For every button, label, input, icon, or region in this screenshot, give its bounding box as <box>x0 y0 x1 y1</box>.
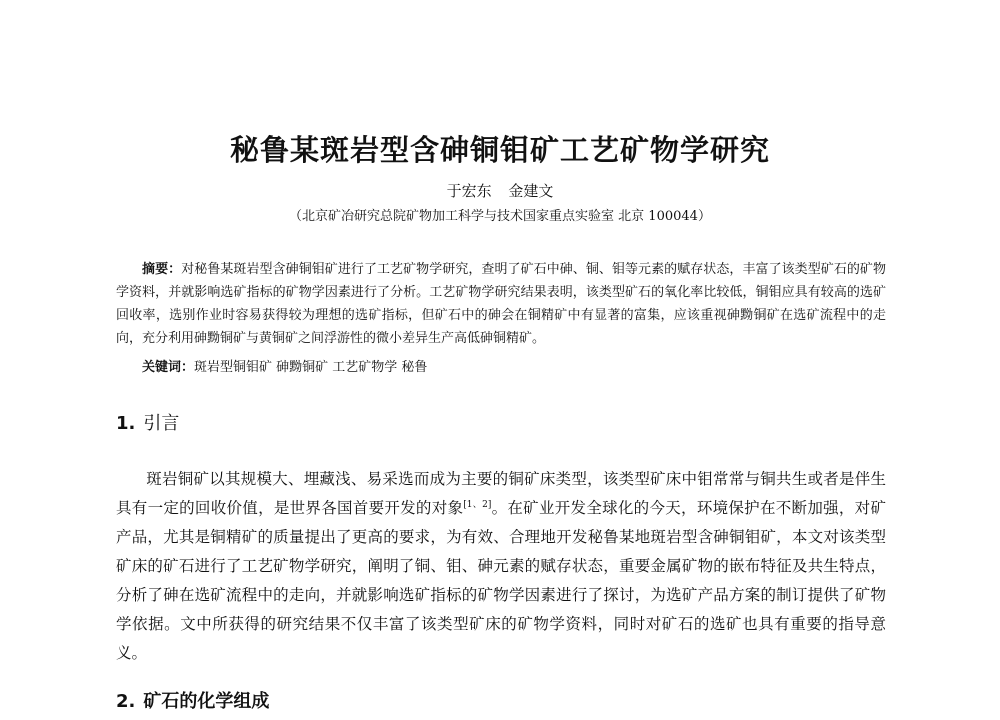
section-title: 矿石的化学组成 <box>143 691 270 712</box>
paper-authors: 于宏东 金建文 <box>446 182 554 200</box>
keywords-text: 斑岩型铜钼矿 砷黝铜矿 工艺矿物学 秘鲁 <box>194 360 428 375</box>
paper-affiliation: （北京矿冶研究总院矿物加工科学与技术国家重点实验室 北京 100044） <box>289 209 711 224</box>
intro-text-part1: 斑岩铜矿以其规模大、埋藏浅、易采选而成为主要的铜矿床类型，该类型矿床中钼常常与铜共生或者是伴生具有一定的回收价值，是世界各国首要开发的对象 <box>116 470 886 517</box>
abstract-label: 摘要： <box>142 262 182 277</box>
section-number: 1. <box>116 413 136 434</box>
section-title: 引言 <box>143 413 180 434</box>
intro-text-part2: 。在矿业开发全球化的今天，环境保护在不断加强，对矿产品，尤其是铜精矿的质量提出了更高的要求，为有效、合理地开发秘鲁某地斑岩型含砷铜钼矿，本文对该类型矿床的矿石进行了工艺矿物学研究，阐明了铜、钼、砷元素的赋存状态，重要金属矿物的嵌布特征及共生特点，分析了砷在选矿流程中的走向，并就影响选矿指标的矿物学因素进行了探讨，为选矿产品方案的制订提供了矿物学依据。文中所获得的研究结果不仅丰富了该类型矿床的矿物学资料，同时对矿石的选矿也具有重要的指导意义。 <box>116 499 886 662</box>
abstract-text: 对秘鲁某斑岩型含砷铜钼矿进行了工艺矿物学研究，查明了矿石中砷、铜、钼等元素的赋存状态，丰富了该类型矿石的矿物学资料，并就影响选矿指标的矿物学因素进行了分析。工艺矿物学研究结果表明，该类型矿石的氧化率比较低，铜钼应具有较高的选矿回收率，选别作业时容易获得较为理想的选矿指标，但矿石中的砷会在铜精矿中有显著的富集，应该重视砷黝铜矿在选矿流程中的走向，充分利用砷黝铜矿与黄铜矿之间浮游性的微小差异生产高低砷铜精矿。 <box>116 262 886 346</box>
intro-paragraph <box>116 465 886 668</box>
paper-title: 秘鲁某斑岩型含砷铜钼矿工艺矿物学研究 <box>229 133 770 167</box>
section-number: 2. <box>116 691 136 712</box>
keywords-label: 关键词： <box>142 360 195 375</box>
section-heading-chemistry <box>116 690 269 714</box>
section-heading-intro <box>116 412 179 436</box>
keywords <box>142 358 882 378</box>
abstract <box>116 258 886 350</box>
citation: [1、2] <box>463 499 492 510</box>
